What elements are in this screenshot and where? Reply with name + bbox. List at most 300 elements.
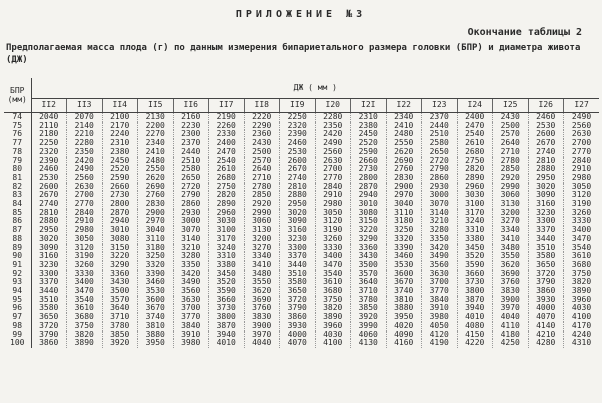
weight-cell: 3910 bbox=[173, 331, 209, 340]
weight-cell: 2460 bbox=[31, 165, 67, 174]
dj-column-header: II9 bbox=[280, 99, 316, 113]
weight-cell: 3640 bbox=[351, 278, 387, 287]
weight-cell: 3820 bbox=[564, 278, 600, 287]
weight-cell: 3540 bbox=[564, 244, 600, 253]
weight-cell: 3650 bbox=[31, 313, 67, 322]
weight-cell: 3440 bbox=[528, 235, 564, 244]
weight-cell: 3050 bbox=[564, 183, 600, 192]
weight-cell: 3440 bbox=[280, 261, 316, 270]
weight-cell: 4160 bbox=[386, 339, 422, 348]
weight-cell: 2880 bbox=[528, 165, 564, 174]
weight-cell: 2700 bbox=[67, 191, 103, 200]
weight-cell: 2720 bbox=[422, 157, 458, 166]
table-row bbox=[4, 165, 599, 174]
weight-cell: 3960 bbox=[315, 322, 351, 331]
weight-cell: 3880 bbox=[386, 304, 422, 313]
weight-cell: 2760 bbox=[138, 191, 174, 200]
weight-cell: 2600 bbox=[280, 157, 316, 166]
weight-cell: 3610 bbox=[67, 304, 103, 313]
weight-cell: 3370 bbox=[528, 226, 564, 235]
weight-cell: 3030 bbox=[457, 191, 493, 200]
table-row bbox=[4, 157, 599, 166]
bpd-row-label: 74 bbox=[4, 113, 31, 122]
weight-cell: 2790 bbox=[422, 165, 458, 174]
weight-cell: 2860 bbox=[173, 200, 209, 209]
weight-cell: 3350 bbox=[422, 235, 458, 244]
weight-cell: 2410 bbox=[386, 122, 422, 131]
weight-cell: 4130 bbox=[351, 339, 387, 348]
weight-cell: 3530 bbox=[386, 261, 422, 270]
weight-cell: 3210 bbox=[422, 217, 458, 226]
table-row bbox=[4, 244, 599, 253]
weight-cell: 3180 bbox=[386, 217, 422, 226]
table-row bbox=[4, 304, 599, 313]
weight-cell: 4000 bbox=[280, 331, 316, 340]
weight-cell: 3540 bbox=[67, 296, 103, 305]
weight-cell: 2820 bbox=[209, 191, 245, 200]
weight-cell: 2440 bbox=[422, 122, 458, 131]
weight-cell: 3810 bbox=[386, 296, 422, 305]
weight-cell: 2140 bbox=[67, 122, 103, 131]
table-row bbox=[4, 278, 599, 287]
weight-cell: 2930 bbox=[422, 183, 458, 192]
weight-cell: 3160 bbox=[31, 252, 67, 261]
dj-column-header: I26 bbox=[528, 99, 564, 113]
weight-cell: 3260 bbox=[67, 261, 103, 270]
table-row bbox=[4, 339, 599, 348]
weight-cell: 2780 bbox=[493, 157, 529, 166]
table-continuation-label: Окончание таблицы 2 bbox=[467, 27, 582, 38]
weight-cell: 3500 bbox=[351, 261, 387, 270]
weight-cell: 2310 bbox=[351, 113, 387, 122]
weight-cell: 3850 bbox=[102, 331, 138, 340]
weight-cell: 3420 bbox=[422, 244, 458, 253]
dj-group-header: ДЖ ( мм ) bbox=[31, 78, 599, 99]
weight-cell: 2840 bbox=[315, 183, 351, 192]
weight-cell: 3610 bbox=[564, 252, 600, 261]
weight-cell: 2290 bbox=[244, 122, 280, 131]
weight-cell: 2700 bbox=[315, 165, 351, 174]
weight-cell: 2400 bbox=[457, 113, 493, 122]
weight-cell: 3590 bbox=[457, 261, 493, 270]
weight-cell: 2640 bbox=[493, 139, 529, 148]
weight-cell: 3540 bbox=[315, 270, 351, 279]
weight-cell: 2460 bbox=[528, 113, 564, 122]
weight-cell: 2830 bbox=[386, 174, 422, 183]
bpd-row-label: 98 bbox=[4, 322, 31, 331]
weight-cell: 4170 bbox=[564, 322, 600, 331]
weight-cell: 3510 bbox=[31, 296, 67, 305]
weight-cell: 2520 bbox=[102, 165, 138, 174]
weight-cell: 3680 bbox=[67, 313, 103, 322]
weight-cell: 2550 bbox=[386, 139, 422, 148]
weight-cell: 3310 bbox=[209, 252, 245, 261]
weight-cell: 3640 bbox=[102, 304, 138, 313]
weight-cell: 2940 bbox=[351, 191, 387, 200]
table-row bbox=[4, 296, 599, 305]
weight-cell: 3660 bbox=[457, 270, 493, 279]
weight-cell: 2620 bbox=[138, 174, 174, 183]
weight-cell: 3160 bbox=[528, 200, 564, 209]
table-row bbox=[4, 183, 599, 192]
bpd-row-label: 95 bbox=[4, 296, 31, 305]
weight-cell: 3770 bbox=[173, 313, 209, 322]
weight-cell: 3000 bbox=[422, 191, 458, 200]
weight-cell: 3520 bbox=[209, 278, 245, 287]
weight-cell: 2740 bbox=[280, 174, 316, 183]
weight-cell: 3260 bbox=[315, 235, 351, 244]
weight-cell: 3350 bbox=[173, 261, 209, 270]
weight-cell: 3020 bbox=[528, 183, 564, 192]
weight-cell: 2920 bbox=[244, 200, 280, 209]
weight-cell: 3940 bbox=[209, 331, 245, 340]
weight-cell: 2550 bbox=[138, 165, 174, 174]
weight-cell: 3500 bbox=[102, 287, 138, 296]
weight-cell: 2990 bbox=[244, 209, 280, 218]
weight-cell: 3150 bbox=[351, 217, 387, 226]
table-row bbox=[4, 287, 599, 296]
weight-cell: 2710 bbox=[493, 148, 529, 157]
bpd-header-label: БПР bbox=[10, 86, 25, 95]
weight-cell: 3200 bbox=[493, 209, 529, 218]
table-row bbox=[4, 209, 599, 218]
weight-cell: 3740 bbox=[138, 313, 174, 322]
weight-cell: 2870 bbox=[102, 209, 138, 218]
weight-cell: 3190 bbox=[67, 252, 103, 261]
weight-cell: 3870 bbox=[457, 296, 493, 305]
weight-cell: 2820 bbox=[457, 165, 493, 174]
table-row bbox=[4, 252, 599, 261]
weight-cell: 2440 bbox=[173, 148, 209, 157]
weight-cell: 3100 bbox=[457, 200, 493, 209]
weight-cell: 4150 bbox=[457, 331, 493, 340]
dj-column-header: II8 bbox=[244, 99, 280, 113]
weight-cell: 2850 bbox=[244, 191, 280, 200]
bpd-row-label: 94 bbox=[4, 287, 31, 296]
weight-cell: 2650 bbox=[173, 174, 209, 183]
weight-cell: 4100 bbox=[315, 339, 351, 348]
weight-cell: 3270 bbox=[493, 217, 529, 226]
weight-cell: 3550 bbox=[244, 278, 280, 287]
weight-cell: 3070 bbox=[173, 226, 209, 235]
weight-cell: 3010 bbox=[102, 226, 138, 235]
weight-cell: 2710 bbox=[244, 174, 280, 183]
bpd-row-label: 93 bbox=[4, 278, 31, 287]
bpd-row-label: 92 bbox=[4, 270, 31, 279]
weight-cell: 3970 bbox=[493, 304, 529, 313]
weight-cell: 3810 bbox=[138, 322, 174, 331]
weight-cell: 2600 bbox=[528, 130, 564, 139]
bpd-row-label: 79 bbox=[4, 157, 31, 166]
weight-cell: 2380 bbox=[102, 148, 138, 157]
weight-cell: 2960 bbox=[457, 183, 493, 192]
weight-cell: 3610 bbox=[315, 278, 351, 287]
weight-cell: 3820 bbox=[315, 304, 351, 313]
weight-cell: 3250 bbox=[138, 252, 174, 261]
weight-cell: 4020 bbox=[386, 322, 422, 331]
bpd-row-label: 82 bbox=[4, 183, 31, 192]
weight-cell: 3360 bbox=[102, 270, 138, 279]
weight-cell: 4120 bbox=[422, 331, 458, 340]
bpd-row-label: 89 bbox=[4, 244, 31, 253]
weight-cell: 3840 bbox=[173, 322, 209, 331]
weight-cell: 3720 bbox=[528, 270, 564, 279]
weight-cell: 3800 bbox=[209, 313, 245, 322]
weight-cell: 4000 bbox=[528, 304, 564, 313]
weight-cell: 2730 bbox=[102, 191, 138, 200]
weight-cell: 2950 bbox=[280, 200, 316, 209]
weight-cell: 2750 bbox=[457, 157, 493, 166]
weight-cell: 3780 bbox=[102, 322, 138, 331]
weight-cell: 3480 bbox=[244, 270, 280, 279]
weight-cell: 2430 bbox=[493, 113, 529, 122]
weight-cell: 4070 bbox=[528, 313, 564, 322]
weight-cell: 2770 bbox=[315, 174, 351, 183]
weight-cell: 2830 bbox=[138, 200, 174, 209]
weight-cell: 3800 bbox=[457, 287, 493, 296]
dj-column-header: I24 bbox=[457, 99, 493, 113]
weight-cell: 2510 bbox=[422, 130, 458, 139]
weight-cell: 3070 bbox=[422, 200, 458, 209]
weight-cell: 3840 bbox=[422, 296, 458, 305]
weight-cell: 3750 bbox=[315, 296, 351, 305]
weight-cell: 2070 bbox=[67, 113, 103, 122]
weight-cell: 3120 bbox=[315, 217, 351, 226]
weight-cell: 2520 bbox=[351, 139, 387, 148]
weight-cell: 3120 bbox=[67, 244, 103, 253]
weight-cell: 3860 bbox=[528, 287, 564, 296]
weight-cell: 2850 bbox=[493, 165, 529, 174]
weight-cell: 2340 bbox=[386, 113, 422, 122]
bpd-row-label: 78 bbox=[4, 148, 31, 157]
table-row bbox=[4, 261, 599, 270]
weight-cell: 3580 bbox=[31, 304, 67, 313]
weight-cell: 3880 bbox=[138, 331, 174, 340]
weight-cell: 2890 bbox=[457, 174, 493, 183]
weight-cell: 2270 bbox=[138, 130, 174, 139]
weight-cell: 3310 bbox=[457, 226, 493, 235]
weight-cell: 2200 bbox=[138, 122, 174, 131]
weight-cell: 2810 bbox=[280, 183, 316, 192]
weight-cell: 3130 bbox=[493, 200, 529, 209]
weight-cell: 3390 bbox=[386, 244, 422, 253]
weight-cell: 2160 bbox=[173, 113, 209, 122]
weight-cell: 3370 bbox=[31, 278, 67, 287]
weight-cell: 3470 bbox=[315, 261, 351, 270]
weight-cell: 3270 bbox=[244, 244, 280, 253]
weight-cell: 3090 bbox=[31, 244, 67, 253]
weight-cell: 3420 bbox=[173, 270, 209, 279]
weight-cell: 3830 bbox=[493, 287, 529, 296]
weight-cell: 3900 bbox=[493, 296, 529, 305]
weight-cell: 2950 bbox=[31, 226, 67, 235]
weight-cell: 3790 bbox=[31, 331, 67, 340]
dj-column-header: I23 bbox=[422, 99, 458, 113]
weight-cell: 3820 bbox=[67, 331, 103, 340]
weight-cell: 3650 bbox=[528, 261, 564, 270]
weight-cell: 2980 bbox=[67, 226, 103, 235]
weight-cell: 2560 bbox=[564, 122, 600, 131]
weight-cell: 2900 bbox=[138, 209, 174, 218]
weight-cell: 3490 bbox=[173, 278, 209, 287]
weight-cell: 4050 bbox=[422, 322, 458, 331]
weight-cell: 2430 bbox=[244, 139, 280, 148]
weight-cell: 3470 bbox=[564, 235, 600, 244]
weight-cell: 3750 bbox=[564, 270, 600, 279]
weight-cell: 2810 bbox=[528, 157, 564, 166]
weight-cell: 2670 bbox=[528, 139, 564, 148]
weight-cell: 3930 bbox=[528, 296, 564, 305]
bpd-row-label: 76 bbox=[4, 130, 31, 139]
weight-cell: 2780 bbox=[244, 183, 280, 192]
weight-cell: 3510 bbox=[528, 244, 564, 253]
weight-cell: 3480 bbox=[493, 244, 529, 253]
weight-cell: 3020 bbox=[31, 235, 67, 244]
weight-cell: 3390 bbox=[138, 270, 174, 279]
weight-cell: 3280 bbox=[422, 226, 458, 235]
table-row bbox=[4, 331, 599, 340]
weight-cell: 2260 bbox=[209, 122, 245, 131]
weight-cell: 2500 bbox=[493, 122, 529, 131]
table-row bbox=[4, 191, 599, 200]
weight-cell: 2630 bbox=[564, 130, 600, 139]
weight-cell: 3630 bbox=[173, 296, 209, 305]
weight-cell: 2490 bbox=[315, 139, 351, 148]
weight-cell: 3300 bbox=[31, 270, 67, 279]
weight-cell: 3410 bbox=[244, 261, 280, 270]
dj-column-header: I27 bbox=[564, 99, 600, 113]
weight-cell: 3250 bbox=[386, 226, 422, 235]
weight-cell: 2390 bbox=[280, 130, 316, 139]
weight-cell: 2180 bbox=[31, 130, 67, 139]
weight-cell: 2590 bbox=[102, 174, 138, 183]
weight-cell: 2310 bbox=[102, 139, 138, 148]
table-row bbox=[4, 226, 599, 235]
weight-cell: 3210 bbox=[173, 244, 209, 253]
weight-cell: 2980 bbox=[564, 174, 600, 183]
weight-cell: 2740 bbox=[31, 200, 67, 209]
fetal-weight-table bbox=[4, 78, 599, 348]
weight-cell: 3230 bbox=[280, 235, 316, 244]
weight-cell: 2320 bbox=[280, 122, 316, 131]
weight-cell: 2240 bbox=[102, 130, 138, 139]
bpd-row-label: 85 bbox=[4, 209, 31, 218]
weight-cell: 2620 bbox=[386, 148, 422, 157]
table-row bbox=[4, 217, 599, 226]
weight-cell: 2340 bbox=[138, 139, 174, 148]
weight-cell: 3790 bbox=[280, 304, 316, 313]
weight-cell: 2330 bbox=[209, 130, 245, 139]
dj-column-header: II7 bbox=[209, 99, 245, 113]
dj-column-headers bbox=[4, 99, 599, 113]
weight-cell: 4070 bbox=[280, 339, 316, 348]
bpd-row-label: 97 bbox=[4, 313, 31, 322]
weight-cell: 3730 bbox=[457, 278, 493, 287]
weight-cell: 3760 bbox=[493, 278, 529, 287]
dj-column-header: II2 bbox=[31, 99, 67, 113]
weight-cell: 2950 bbox=[528, 174, 564, 183]
weight-cell: 3920 bbox=[102, 339, 138, 348]
weight-cell: 4100 bbox=[564, 313, 600, 322]
bpd-header-unit: (мм) bbox=[7, 95, 27, 104]
weight-cell: 3720 bbox=[31, 322, 67, 331]
weight-cell: 3150 bbox=[102, 244, 138, 253]
weight-cell: 3660 bbox=[209, 296, 245, 305]
dj-column-header: I2I bbox=[351, 99, 387, 113]
weight-cell: 2930 bbox=[173, 209, 209, 218]
table-row bbox=[4, 130, 599, 139]
weight-cell: 3120 bbox=[564, 191, 600, 200]
weight-cell: 3560 bbox=[173, 287, 209, 296]
weight-cell: 2680 bbox=[209, 174, 245, 183]
weight-cell: 3380 bbox=[457, 235, 493, 244]
weight-cell: 3560 bbox=[422, 261, 458, 270]
weight-cell: 3020 bbox=[280, 209, 316, 218]
weight-cell: 3290 bbox=[351, 235, 387, 244]
weight-cell: 3860 bbox=[280, 313, 316, 322]
bpd-row-label: 83 bbox=[4, 191, 31, 200]
bpd-row-label: 77 bbox=[4, 139, 31, 148]
weight-cell: 3000 bbox=[173, 217, 209, 226]
weight-cell: 3100 bbox=[209, 226, 245, 235]
table-caption: Предполагаемая масса плода (г) по данным измерения бипариетального размера головки (БПР) и диаметра живота (ДЖ) bbox=[6, 43, 581, 65]
table-row bbox=[4, 148, 599, 157]
weight-cell: 2450 bbox=[102, 157, 138, 166]
weight-cell: 2810 bbox=[31, 209, 67, 218]
weight-cell: 3010 bbox=[351, 200, 387, 209]
weight-cell: 3440 bbox=[31, 287, 67, 296]
weight-cell: 3520 bbox=[457, 252, 493, 261]
weight-cell: 3320 bbox=[138, 261, 174, 270]
weight-cell: 3180 bbox=[138, 244, 174, 253]
weight-cell: 2350 bbox=[67, 148, 103, 157]
weight-cell: 3460 bbox=[386, 252, 422, 261]
weight-cell: 2900 bbox=[386, 183, 422, 192]
weight-cell: 3890 bbox=[315, 313, 351, 322]
weight-cell: 2230 bbox=[173, 122, 209, 131]
weight-cell: 4040 bbox=[244, 339, 280, 348]
weight-cell: 3850 bbox=[351, 304, 387, 313]
bpd-row-label: 91 bbox=[4, 261, 31, 270]
weight-cell: 3740 bbox=[386, 287, 422, 296]
weight-cell: 3220 bbox=[351, 226, 387, 235]
weight-cell: 2910 bbox=[564, 165, 600, 174]
weight-cell: 3130 bbox=[244, 226, 280, 235]
weight-cell: 3760 bbox=[244, 304, 280, 313]
weight-cell: 2570 bbox=[493, 130, 529, 139]
weight-cell: 2400 bbox=[209, 139, 245, 148]
weight-cell: 3920 bbox=[351, 313, 387, 322]
weight-cell: 3910 bbox=[422, 304, 458, 313]
weight-cell: 2370 bbox=[422, 113, 458, 122]
weight-cell: 4010 bbox=[457, 313, 493, 322]
weight-cell: 2870 bbox=[351, 183, 387, 192]
weight-cell: 2970 bbox=[138, 217, 174, 226]
weight-cell: 3620 bbox=[493, 261, 529, 270]
weight-cell: 2610 bbox=[457, 139, 493, 148]
weight-cell: 2560 bbox=[315, 148, 351, 157]
weight-cell: 3040 bbox=[138, 226, 174, 235]
weight-cell: 2790 bbox=[173, 191, 209, 200]
weight-cell: 3170 bbox=[457, 209, 493, 218]
weight-cell: 3220 bbox=[102, 252, 138, 261]
weight-cell: 3050 bbox=[315, 209, 351, 218]
weight-cell: 4140 bbox=[528, 322, 564, 331]
weight-cell: 3600 bbox=[386, 270, 422, 279]
weight-cell: 3370 bbox=[280, 252, 316, 261]
bpd-row-label: 99 bbox=[4, 331, 31, 340]
weight-cell: 2470 bbox=[457, 122, 493, 131]
